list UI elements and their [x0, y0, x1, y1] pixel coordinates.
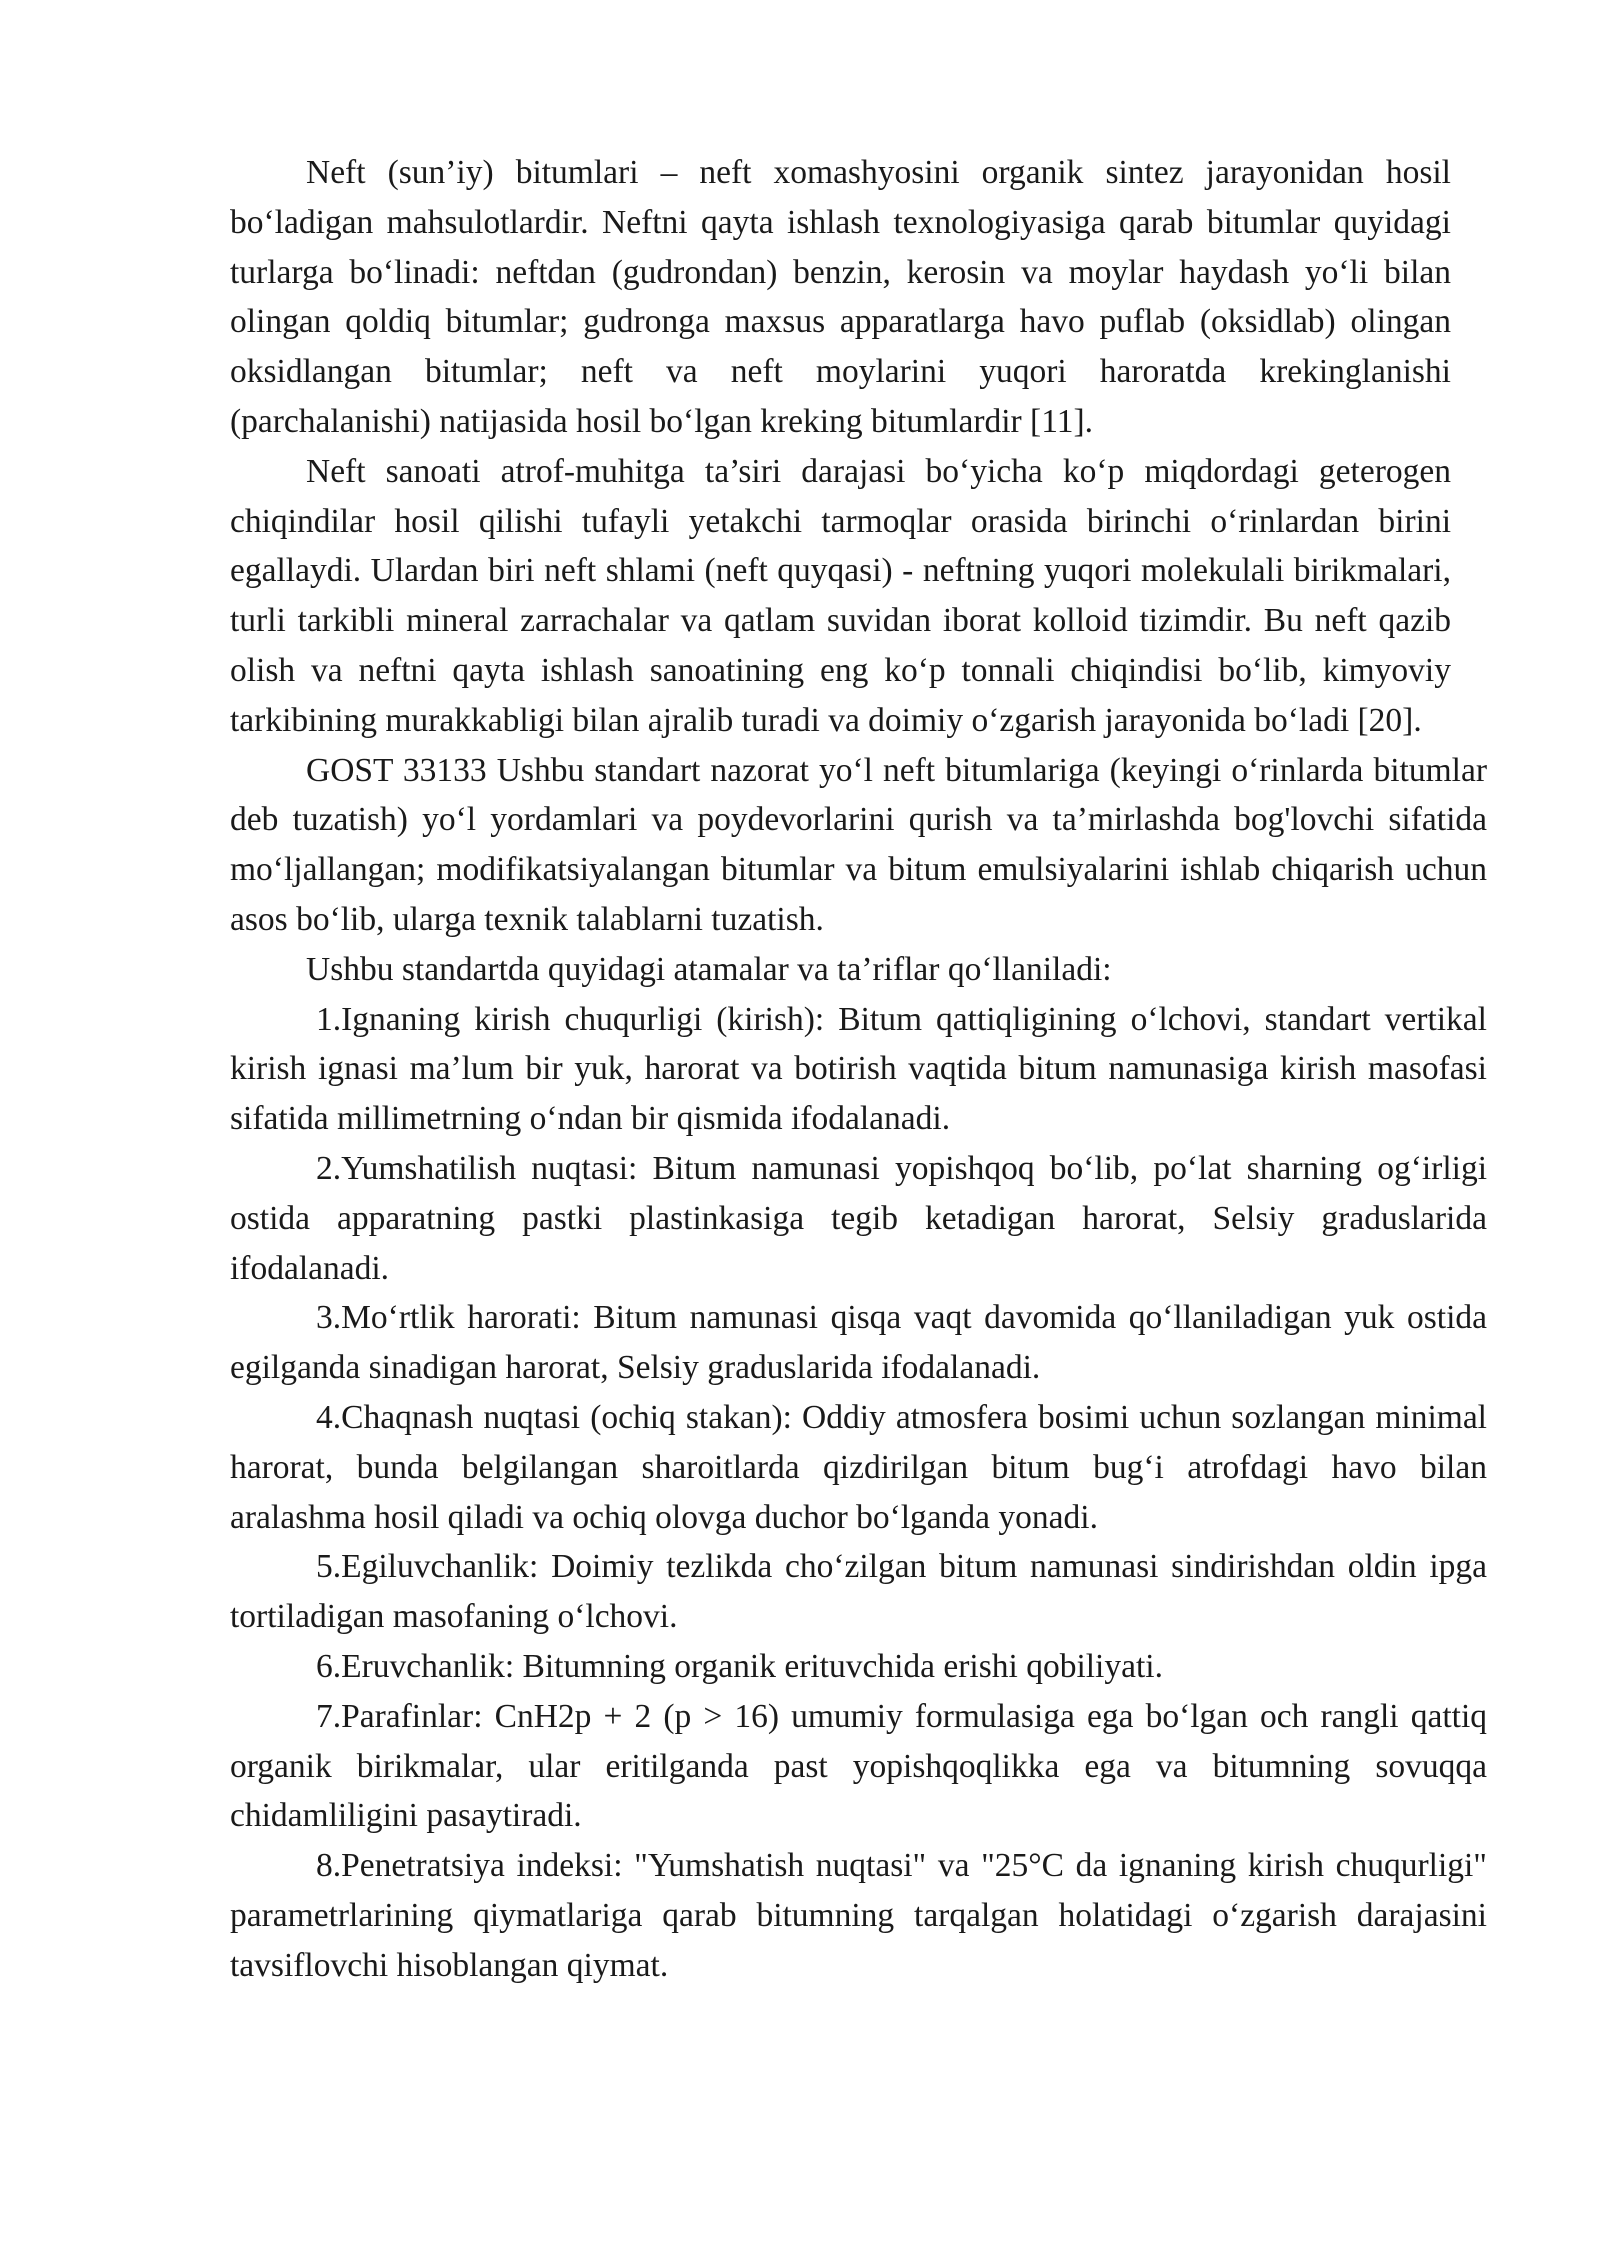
document-body: [230, 148, 1487, 1990]
definition-item: 2.Yumshatilish nuqtasi: Bitum namunasi yopishqoq bo‘lib, po‘lat sharning og‘irligi ostida apparatning pastki plastinkasiga tegib ketadigan harorat, Selsiy graduslarida ifodalanadi.: [230, 1149, 1487, 1287]
definition-item: 8.Penetratsiya indeksi: "Yumshatish nuqtasi" va "25°C da ignaning kirish chuqurligi" parametrlarining qiymatlariga qarab bitumning tarqalgan holatidagi o‘zgarish darajasini tavsiflovchi hisoblangan qiymat.: [230, 1847, 1487, 1984]
definition-item: 5.Egiluvchanlik: Doimiy tezlikda cho‘zilgan bitum namunasi sindirishdan oldin ipga tortiladigan masofaning o‘lchovi.: [230, 1548, 1487, 1636]
definition-item: 3.Mo‘rtlik harorati: Bitum namunasi qisqa vaqt davomida qo‘llaniladigan yuk ostida egilganda sinadigan harorat, Selsiy graduslarida ifodalanadi.: [230, 1299, 1487, 1387]
paragraph-neft-bitumlari: Neft (sun’iy) bitumlari – neft xomashyosini organik sintez jarayonidan hosil bo‘ladigan mahsulotlardir. Neftni qayta ishlash texnologiyasiga qarab bitumlar quyidagi turlarga bo‘linadi: neftdan (gudrondan) benzin, kerosin va moylar haydash yo‘li bilan olingan qoldiq bitumlar; gudronga maxsus apparatlarga havo puflab (oksidlab) olingan oksidlangan bitumlar; neft va neft moylarini yuqori haroratda krekinglanishi (parchalanishi) natijasida hosil bo‘lgan kreking bitumlardir [11].: [230, 154, 1451, 440]
definition-item: 7.Parafinlar: CnH2p + 2 (p > 16) umumiy formulasiga ega bo‘lgan och rangli qattiq organik birikmalar, ular eritilganda past yopishqoqlikka ega va bitumning sovuqqa chidamliligini pasaytiradi.: [230, 1697, 1487, 1835]
definition-item: 1.Ignaning kirish chuqurligi (kirish): Bitum qattiqligining o‘lchovi, standart vertikal kirish ignasi ma’lum bir yuk, harorat va botirish vaqtida bitum namunasiga kirish masofasi sifatida millimetrning o‘ndan bir qismida ifodalanadi.: [230, 1000, 1487, 1138]
definition-item: 6.Eruvchanlik: Bitumning organik erituvchida erishi qobiliyati.: [316, 1647, 1163, 1685]
definition-item: 4.Chaqnash nuqtasi (ochiq stakan): Oddiy atmosfera bosimi uchun sozlangan minimal harorat, bunda belgilangan sharoitlarda qizdirilgan bitum bug‘i atrofdagi havo bilan aralashma hosil qiladi va ochiq olovga duchor bo‘lganda yonadi.: [230, 1398, 1487, 1536]
paragraph-gost-33133: GOST 33133 Ushbu standart nazorat yo‘l neft bitumlariga (keyingi o‘rinlarda bitumlar deb tuzatish) yo‘l yordamlari va poydevorlarini qurish va ta’mirlashda bog'lovchi sifatida mo‘ljallangan; modifikatsiyalangan bitumlar va bitum emulsiyalarini ishlab chiqarish uchun asos bo‘lib, ularga texnik talablarni tuzatish.: [230, 751, 1487, 938]
paragraph-atamalar-intro: Ushbu standartda quyidagi atamalar va ta’riflar qo‘llaniladi:: [306, 950, 1112, 988]
paragraph-neft-sanoati: Neft sanoati atrof-muhitga ta’siri darajasi bo‘yicha ko‘p miqdordagi geterogen chiqindilar hosil qilishi tufayli yetakchi tarmoqlar orasida birinchi o‘rinlardan birini egallaydi. Ulardan biri neft shlami (neft quyqasi) - neftning yuqori molekulali birikmalari, turli tarkibli mineral zarrachalar va qatlam suvidan iborat kolloid tizimdir. Bu neft qazib olish va neftni qayta ishlash sanoatining eng ko‘p tonnali chiqindisi bo‘lib, kimyoviy tarkibining murakkabligi bilan ajralib turadi va doimiy o‘zgarish jarayonida bo‘ladi [20].: [230, 452, 1451, 739]
